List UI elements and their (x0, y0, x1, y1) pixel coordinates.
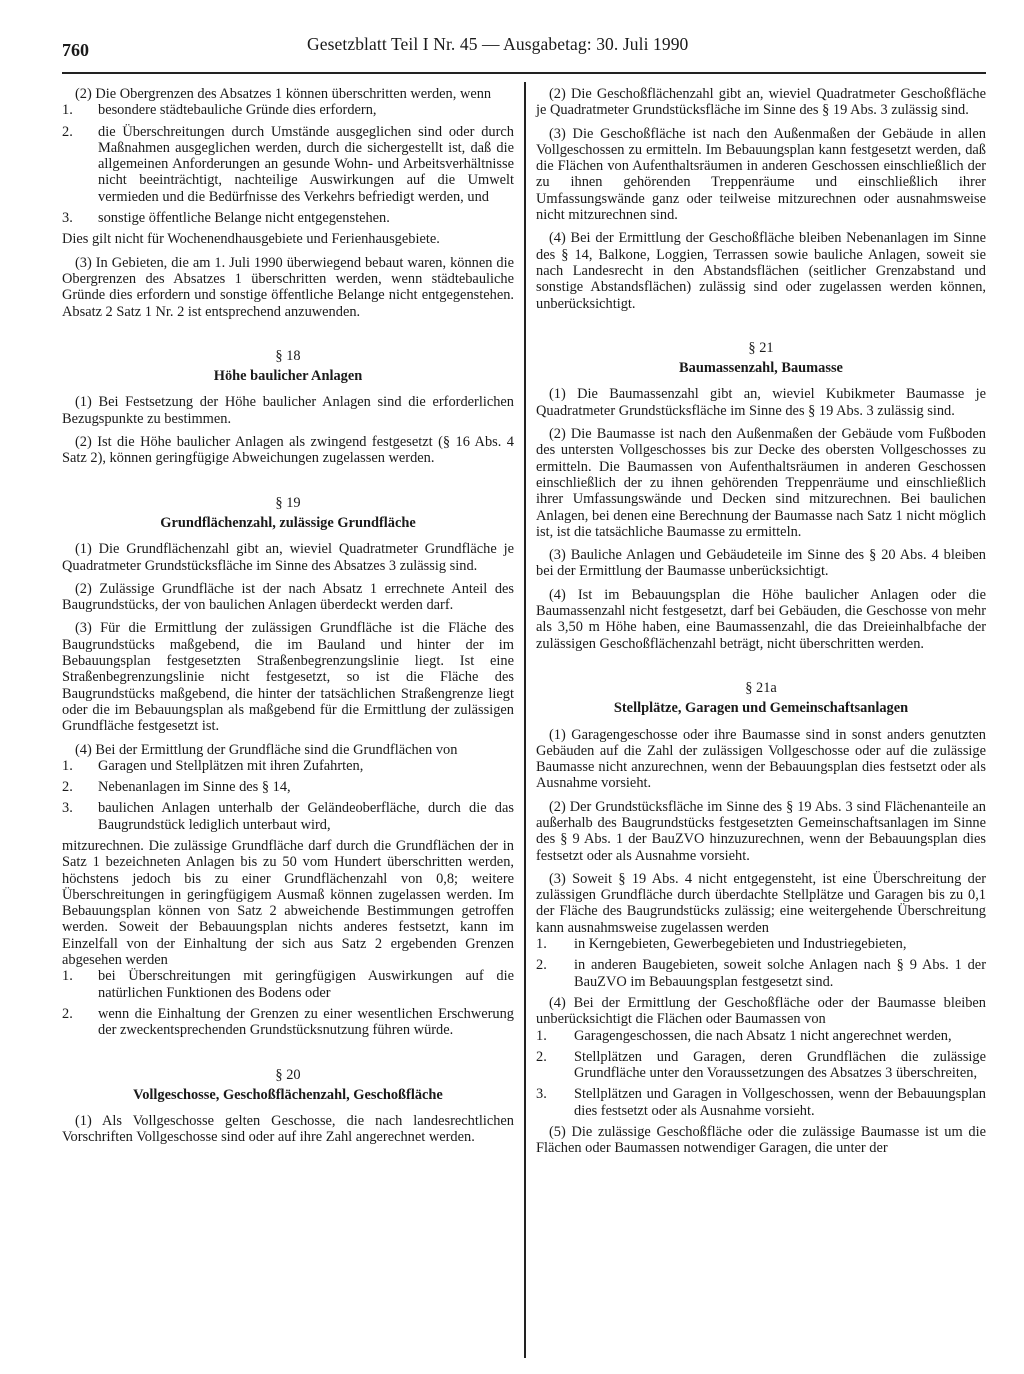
list-item (536, 936, 986, 952)
list-item (62, 124, 514, 205)
list-number: 3. (62, 800, 73, 817)
list-number: 1. (62, 757, 73, 774)
column-divider (524, 82, 526, 1358)
list-number: 2. (536, 1048, 547, 1065)
paragraph: (1) Die Baumassenzahl gibt an, wieviel Kubikmeter Baumasse je Quadratmeter Grundstücksfläche im Sinne des § 19 Abs. 3 zulässig sind. (536, 386, 986, 419)
list-item (62, 758, 514, 774)
numbered-list (62, 102, 514, 226)
list-text: Stellplätzen und Garagen, deren Grundflächen die zulässige Grundfläche unter den Voraussetzungen des Absatzes 3 überschreiten, (574, 1048, 986, 1082)
section-title: Baumassenzahl, Baumasse (679, 360, 843, 377)
section-number: § 19 (275, 494, 301, 511)
paragraph: (4) Ist im Bebauungsplan die Höhe baulicher Anlagen oder die Baumassenzahl nicht festgesetzt, darf bei Gebäuden, die Geschosse von mehr als 3,50 m Höhe haben, eine Baumassenzahl, die das Dreieinhalbfache der zulässigen Geschoßflächenzahl beträgt, nicht überschritten werden. (536, 586, 986, 652)
left-column (62, 86, 514, 1153)
paragraph: (3) Die Geschoßfläche ist nach den Außenmaßen der Gebäude in allen Vollgeschossen zu ermitteln. Im Bebauungsplan kann festgesetzt werden, daß die Flächen von Aufenthaltsräumen in anderen Geschossen einschließlich der zu ihnen gehörenden Treppenräume und einschließlich ihrer Umfassungswände ganz oder teilweise mitzurechnen oder ausnahmsweise nicht mitzurechnen sind. (536, 125, 986, 224)
list-number: 1. (62, 102, 73, 119)
list-item (62, 102, 514, 118)
paragraph: (1) Garagengeschosse oder ihre Baumasse sind in sonst anders genutzten Gebäuden auf die Zahl der zulässigen Vollgeschosse oder auf die zulässige Baumasse nicht anzurechnen, wenn der Bebauungsplan dies festsetzt oder als Ausnahme vorsieht. (536, 726, 986, 792)
paragraph: (1) Die Grundflächenzahl gibt an, wieviel Quadratmeter Grundfläche je Quadratmeter Grundstücksfläche im Sinne des Absatzes 3 zulässig sind. (62, 541, 514, 574)
list-item (536, 1049, 986, 1082)
paragraph: (4) Bei der Ermittlung der Geschoßfläche bleiben Nebenanlagen im Sinne des § 14, Balkone, Loggien, Terrassen sowie bauliche Anlagen, soweit sie nach Landesrecht in den Abstandsflächen (seitlicher Grenzabstand und sonstige Abstandsflächen) zulässig sind oder zugelassen werden können, unberücksichtigt. (536, 230, 986, 312)
list-text: Nebenanlagen im Sinne des § 14, (98, 779, 291, 796)
section-number: § 18 (275, 347, 301, 364)
list-number: 2. (62, 1005, 73, 1022)
list-item (536, 1028, 986, 1044)
running-title: Gesetzblatt Teil I Nr. 45 — Ausgabetag: 30. Juli 1990 (307, 34, 689, 54)
numbered-list (62, 968, 514, 1038)
list-number: 2. (536, 957, 547, 974)
list-text: die Überschreitungen durch Umstände ausgeglichen sind oder durch Maßnahmen ausgeglichen werden, durch die sichergestellt ist, daß die allgemeinen Anforderungen an gesunde Wohn- und Arbeitsverhältnisse nicht beeinträchtigt, nachteilige Auswirkungen auf die Umwelt vermieden und die Bedürfnisse des Verkehrs befriedigt werden, und (98, 123, 514, 205)
numbered-list (536, 936, 986, 990)
list-text: in anderen Baugebieten, soweit solche Anlagen nach § 9 Abs. 1 der BauZVO im Bebauungsplan festgesetzt sind. (574, 957, 986, 990)
list-item (62, 1006, 514, 1039)
list-text: Stellplätzen und Garagen in Vollgeschossen, wenn der Bebauungsplan dies festsetzt oder als Ausnahme vorsieht. (574, 1086, 986, 1119)
section-number: § 21 (748, 339, 774, 356)
list-number: 3. (62, 210, 73, 227)
paragraph: (3) Soweit § 19 Abs. 4 nicht entgegensteht, ist eine Überschreitung der zulässigen Grundfläche durch überdachte Stellplätze und Garagen bis zu 0,1 der Fläche des Baugrundstücks zulässig; eine weitergehende Überschreitung kann ausnahmsweise zugelassen werden (536, 870, 986, 936)
section-title: Stellplätze, Garagen und Gemeinschaftsanlagen (613, 700, 909, 717)
list-number: 1. (536, 1027, 547, 1044)
right-column (536, 86, 986, 1164)
paragraph: (3) In Gebieten, die am 1. Juli 1990 überwiegend bebaut waren, können die Obergrenzen des Absatzes 1 überschritten werden, wenn städtebauliche Gründe dies erfordern und sonstige öffentliche Belange nicht entgegenstehen. Absatz 2 Satz 1 Nr. 2 ist entsprechend anzuwenden. (62, 254, 514, 320)
paragraph: (1) Bei Festsetzung der Höhe baulicher Anlagen sind die erforderlichen Bezugspunkte zu bestimmen. (62, 394, 514, 427)
list-item (536, 1086, 986, 1119)
list-item (62, 779, 514, 795)
list-text: Garagengeschossen, die nach Absatz 1 nicht angerechnet werden, (574, 1027, 952, 1044)
list-text: besondere städtebauliche Gründe dies erfordern, (98, 102, 377, 119)
paragraph: (4) Bei der Ermittlung der Grundfläche sind die Grundflächen von (75, 741, 458, 758)
list-item (62, 968, 514, 1001)
list-text: wenn die Einhaltung der Grenzen zu einer wesentlichen Erschwerung der zweckentsprechenden Grundstücksnutzung führen würde. (98, 1005, 514, 1039)
section-title: Höhe baulicher Anlagen (213, 368, 363, 385)
paragraph: (2) Die Geschoßflächenzahl gibt an, wieviel Quadratmeter Geschoßfläche je Quadratmeter Grundstücksfläche im Sinne des § 19 Abs. 3 zulässig sind. (536, 86, 986, 119)
list-number: 2. (62, 779, 73, 796)
section-number: § 21a (745, 679, 777, 696)
paragraph: (2) Zulässige Grundfläche ist der nach Absatz 1 errechnete Anteil des Baugrundstücks, der von baulichen Anlagen überdeckt werden darf. (62, 580, 514, 614)
list-text: in Kerngebieten, Gewerbegebieten und Industriegebieten, (574, 936, 907, 953)
paragraph: (3) Bauliche Anlagen und Gebäudeteile im Sinne des § 20 Abs. 4 bleiben bei der Ermittlung der Baumasse unberücksichtigt. (536, 547, 986, 580)
paragraph: mitzurechnen. Die zulässige Grundfläche darf durch die Grundflächen der in Satz 1 bezeichneten Anlagen bis zu 50 vom Hundert überschritten werden, höchstens jedoch bis zu einer Grundflächenzahl von 0,8; weitere Überschreitungen in geringfügigem Ausmaß können zugelassen werden. Im Bebauungsplan können von Satz 2 abweichende Bestimmungen getroffen werden. Soweit der Bebauungsplan nichts anderes festsetzt, kann im Einzelfall von der Einhaltung der sich aus Satz 2 ergebenden Grenzen abgesehen werden (62, 837, 514, 969)
numbered-list (62, 758, 514, 833)
list-number: 1. (62, 968, 73, 985)
list-number: 3. (536, 1086, 547, 1103)
paragraph: (1) Als Vollgeschosse gelten Geschosse, die nach landesrechtlichen Vorschriften Vollgeschosse sind oder auf ihre Zahl angerechnet werden. (62, 1113, 514, 1146)
list-text: Garagen und Stellplätzen mit ihren Zufahrten, (98, 757, 364, 774)
section-number: § 20 (275, 1066, 301, 1083)
paragraph: (2) Der Grundstücksfläche im Sinne des § 19 Abs. 3 sind Flächenanteile an außerhalb des Baugrundstücks festgesetzten Gemeinschaftsanlagen im Sinne des § 9 Abs. 1 der BauZVO hinzuzurechnen, wenn der Bebauungsplan dies festsetzt oder als Ausnahme vorsieht. (536, 798, 986, 864)
section-title: Grundflächenzahl, zulässige Grundfläche (160, 514, 416, 531)
page-header (62, 32, 986, 74)
paragraph: (5) Die zulässige Geschoßfläche oder die zulässige Baumasse ist um die Flächen oder Baumassen notwendiger Garagen, die unter der (536, 1124, 986, 1157)
list-number: 1. (536, 936, 547, 953)
list-text: baulichen Anlagen unterhalb der Geländeoberfläche, durch die das Baugrundstück lediglich unterbaut wird, (98, 800, 514, 833)
paragraph: Dies gilt nicht für Wochenendhausgebiete und Ferienhausgebiete. (62, 231, 440, 248)
list-item (62, 210, 514, 226)
paragraph: (2) Die Obergrenzen des Absatzes 1 können überschritten werden, wenn (75, 86, 492, 102)
list-item (62, 800, 514, 833)
section-title: Vollgeschosse, Geschoßflächenzahl, Geschoßfläche (133, 1086, 443, 1103)
paragraph: (4) Bei der Ermittlung der Geschoßfläche oder der Baumasse bleiben unberücksichtigt die Flächen oder Baumassen von (536, 994, 986, 1028)
list-item (536, 957, 986, 990)
paragraph: (2) Ist die Höhe baulicher Anlagen als zwingend festgesetzt (§ 16 Abs. 4 Satz 2), können geringfügige Abweichungen zugelassen werden. (62, 434, 514, 467)
list-text: sonstige öffentliche Belange nicht entgegenstehen. (98, 210, 390, 227)
page-number: 760 (62, 40, 89, 60)
paragraph: (2) Die Baumasse ist nach den Außenmaßen der Gebäude vom Fußboden des untersten Vollgeschosses bis zur Decke des obersten Vollgeschosses zu ermitteln. Die Baumassen von Aufenthaltsräumen in anderen Geschossen einschließlich der zu ihnen gehörenden Treppenräume und einschließlich ihrer Umfassungswände und Decken sind mitzurechnen. Bei baulichen Anlagen, bei denen eine Berechnung der Baumasse nach Satz 1 nicht möglich ist, ist die tatsächliche Baumasse zu ermitteln. (536, 426, 986, 540)
paragraph: (3) Für die Ermittlung der zulässigen Grundfläche ist die Fläche des Baugrundstücks maßgebend, die im Bauland und hinter der im Bebauungsplan festgesetzten Straßenbegrenzungslinie liegt. Ist eine Straßenbegrenzungslinie nicht festgesetzt, so ist die Fläche des Baugrundstücks maßgebend, die hinter der tatsächlichen Straßengrenze liegt oder die im Bebauungsplan als maßgebend für die Ermittlung der zulässigen Grundfläche festgesetzt ist. (62, 620, 514, 735)
list-text: bei Überschreitungen mit geringfügigen Auswirkungen auf die natürlichen Funktionen des Bodens oder (98, 968, 514, 1001)
numbered-list (536, 1028, 986, 1119)
list-number: 2. (62, 123, 73, 140)
